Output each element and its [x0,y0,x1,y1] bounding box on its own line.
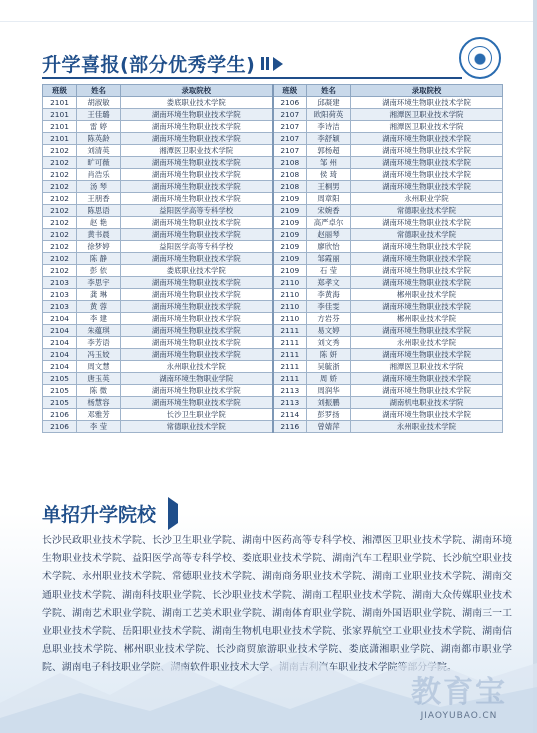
school-cell: 湖南环境生物职业技术学院 [121,385,273,397]
name-cell: 郭杨超 [307,145,351,157]
class-cell: 2101 [43,109,77,121]
name-cell: 高严卓尔 [307,217,351,229]
name-cell: 邹 州 [307,157,351,169]
name-cell: 邓雅芳 [77,409,121,421]
class-cell: 2102 [43,265,77,277]
name-cell: 王朋香 [77,193,121,205]
table-row [43,157,503,169]
college-list-paragraph: 长沙民政职业技术学院、长沙卫生职业学院、湖南中医药高等专科学校、湘潭医卫职业技术学院、湖南环境生物职业技术学院、益阳医学高等专科学校、娄底职业技术学院、湖南汽车工程职业学院、长沙航空职业技术学院、永州职业技术学院、常德职业技术学院、湖南商务职业技术学院、湖南工业职业技术学院、湖南交通职业技术学院、湖南科技职业学院、长沙职业技术学院、湖南工程职业技术学院、湖南大众传媒职业技术学院、湖南艺术职业学院、湖南工艺美术职业学院、湖南体育职业学院、湖南外国语职业学院、湖南三一工业职业技术学院、岳阳职业技术学院、湖南生物机电职业技术学院、张家界航空工业职业技术学院、湖南信息职业技术学院、郴州职业技术学院、长沙商贸旅游职业技术学院、娄底潇湘职业学院、湖南都市职业学院、湖南电子科技职业学院、湖南软件职业技术大学、湖南吉利汽车职业技术学院等部分学院。 [42,535,512,674]
class-cell: 2102 [43,169,77,181]
school-cell: 湖南环境生物职业技术学院 [121,397,273,409]
school-cell: 益阳医学高等专科学校 [121,205,273,217]
name-cell: 陈思语 [77,205,121,217]
class-cell: 2101 [43,133,77,145]
name-cell: 彭 依 [77,265,121,277]
table-row [43,409,503,421]
school-logo [459,37,501,79]
school-cell: 湖南环境生物职业技术学院 [121,325,273,337]
header-school: 录取院校 [121,85,273,97]
school-cell: 永州职业技术学院 [121,361,273,373]
school-cell: 湖南环境生物职业技术学院 [351,97,503,109]
class-cell: 2109 [273,253,307,265]
watermark-url: JIAOYUBAO.CN [420,711,498,721]
class-cell: 2108 [273,157,307,169]
school-cell: 湖南环境生物职业技术学院 [121,229,273,241]
name-cell: 周润华 [307,385,351,397]
name-cell: 廖欣怡 [307,241,351,253]
name-cell: 刘振鹏 [307,397,351,409]
class-cell: 2111 [273,337,307,349]
table-row [43,121,503,133]
header-name: 姓名 [307,85,351,97]
name-cell: 徐梦婷 [77,241,121,253]
name-cell: 李 莹 [77,421,121,433]
table-row [43,385,503,397]
school-cell: 湖南环境生物职业学院 [121,373,273,385]
class-cell: 2103 [43,289,77,301]
school-cell: 娄底职业技术学院 [121,265,273,277]
class-cell: 2110 [273,277,307,289]
name-cell: 李诗洁 [307,121,351,133]
class-cell: 2109 [273,193,307,205]
table-row [43,289,503,301]
class-cell: 2110 [273,289,307,301]
table-row [43,265,503,277]
name-cell: 冯玉姣 [77,349,121,361]
school-cell: 湖南环境生物职业技术学院 [351,349,503,361]
header-class: 班级 [43,85,77,97]
table-row [43,109,503,121]
table-row [43,421,503,433]
school-cell: 永州职业技术学院 [351,337,503,349]
header-name: 姓名 [77,85,121,97]
class-cell: 2103 [43,301,77,313]
class-cell: 2106 [43,409,77,421]
name-cell: 曾婧萍 [307,421,351,433]
name-cell: 石 莹 [307,265,351,277]
section-title-admissions [42,50,283,77]
name-cell: 彭罗扬 [307,409,351,421]
school-cell: 郴州职业技术学院 [351,313,503,325]
watermark-logo-text: 教育宝 [411,675,507,710]
class-cell: 2116 [273,421,307,433]
name-cell: 王桐男 [307,181,351,193]
name-cell: 赵丽琴 [307,229,351,241]
name-cell: 易文婷 [307,325,351,337]
name-cell: 方岩芬 [307,313,351,325]
school-cell: 湖南环境生物职业技术学院 [121,109,273,121]
class-cell: 2109 [273,265,307,277]
school-cell: 湖南环境生物职业技术学院 [121,313,273,325]
name-cell: 陈英龄 [77,133,121,145]
table-row [43,133,503,145]
class-cell: 2106 [273,97,307,109]
name-cell: 杨慧容 [77,397,121,409]
school-cell: 湖南环境生物职业技术学院 [121,157,273,169]
table-row [43,253,503,265]
table-row [43,169,503,181]
class-cell: 2104 [43,337,77,349]
class-cell: 2111 [273,349,307,361]
class-cell: 2104 [43,349,77,361]
school-cell: 湖南环境生物职业技术学院 [121,277,273,289]
class-cell: 2113 [273,397,307,409]
class-cell: 2107 [273,145,307,157]
class-cell: 2108 [273,181,307,193]
name-cell: 胡淑敏 [77,97,121,109]
school-cell: 湖南环境生物职业技术学院 [121,253,273,265]
class-cell: 2110 [273,301,307,313]
school-cell: 湖南环境生物职业技术学院 [351,169,503,181]
table-row [43,313,503,325]
class-cell: 2102 [43,229,77,241]
table-row [43,217,503,229]
top-margin [0,0,537,22]
header-class: 班级 [273,85,307,97]
header-school: 录取院校 [351,85,503,97]
name-cell: 李思宇 [77,277,121,289]
table-row [43,301,503,313]
name-cell: 李 建 [77,313,121,325]
class-cell: 2110 [273,313,307,325]
class-cell: 2102 [43,253,77,265]
school-cell: 湖南环境生物职业技术学院 [351,217,503,229]
school-cell: 湖南环境生物职业技术学院 [351,325,503,337]
name-cell: 汤 琴 [77,181,121,193]
name-cell: 黄 蓉 [77,301,121,313]
class-cell: 2107 [273,121,307,133]
name-cell: 唐玉英 [77,373,121,385]
section-title-text: 升学喜报(部分优秀学生) [42,54,256,76]
title-underline [42,77,462,79]
name-cell: 周章阳 [307,193,351,205]
school-cell: 湖南环境生物职业技术学院 [121,337,273,349]
school-cell: 湖南环境生物职业技术学院 [121,349,273,361]
section-title-text: 单招升学院校 [42,504,157,526]
name-cell: 宋婉香 [307,205,351,217]
name-cell: 朱蕴琪 [77,325,121,337]
table-row [43,97,503,109]
school-cell: 湖南环境生物职业技术学院 [351,301,503,313]
table-row [43,241,503,253]
table-row [43,145,503,157]
table-row [43,397,503,409]
table-row [43,229,503,241]
school-cell: 湘潭医卫职业技术学院 [351,109,503,121]
class-cell: 2105 [43,373,77,385]
class-cell: 2104 [43,325,77,337]
table-row [43,361,503,373]
class-cell: 2102 [43,193,77,205]
school-cell: 益阳医学高等专科学校 [121,241,273,253]
class-cell: 2102 [43,145,77,157]
table-row [43,349,503,361]
school-cell: 湖南环境生物职业技术学院 [351,373,503,385]
class-cell: 2109 [273,217,307,229]
school-cell: 常德职业技术学院 [121,421,273,433]
school-cell: 湖南环境生物职业技术学院 [121,193,273,205]
class-cell: 2105 [43,397,77,409]
school-cell: 湖南环境生物职业技术学院 [351,181,503,193]
table-row [43,193,503,205]
name-cell: 李佳雯 [307,301,351,313]
section-title-colleges [42,500,178,527]
school-cell: 湖南环境生物职业技术学院 [121,217,273,229]
name-cell: 黄书晨 [77,229,121,241]
name-cell: 侯 琦 [307,169,351,181]
name-cell: 刘文秀 [307,337,351,349]
school-cell: 常德职业技术学院 [351,205,503,217]
class-cell: 2102 [43,157,77,169]
school-cell: 湖南环境生物职业技术学院 [351,409,503,421]
class-cell: 2103 [43,277,77,289]
name-cell: 旷可薇 [77,157,121,169]
class-cell: 2101 [43,121,77,133]
name-cell: 周文慧 [77,361,121,373]
watermark [411,667,507,721]
school-cell: 长沙卫生职业学院 [121,409,273,421]
class-cell: 2107 [273,133,307,145]
school-cell: 湖南环境生物职业技术学院 [351,157,503,169]
table-header-row [43,85,503,97]
class-cell: 2113 [273,385,307,397]
school-cell: 湖南环境生物职业技术学院 [351,385,503,397]
school-cell: 湖南环境生物职业技术学院 [351,241,503,253]
name-cell: 欧阳荷英 [307,109,351,121]
name-cell: 赵 艳 [77,217,121,229]
class-cell: 2111 [273,325,307,337]
school-cell: 湖南环境生物职业技术学院 [351,145,503,157]
school-cell: 湘潭医卫职业技术学院 [351,121,503,133]
name-cell: 肖浩乐 [77,169,121,181]
class-cell: 2107 [273,109,307,121]
class-cell: 2105 [43,385,77,397]
name-cell: 李舒颖 [307,133,351,145]
school-cell: 湖南机电职业技术学院 [351,397,503,409]
name-cell: 刘清英 [77,145,121,157]
class-cell: 2109 [273,241,307,253]
table-row [43,205,503,217]
school-cell: 湖南环境生物职业技术学院 [121,301,273,313]
class-cell: 2102 [43,241,77,253]
name-cell: 龚 琳 [77,289,121,301]
class-cell: 2101 [43,97,77,109]
class-cell: 2104 [43,361,77,373]
class-cell: 2102 [43,181,77,193]
class-cell: 2111 [273,373,307,385]
name-cell: 周 娇 [307,373,351,385]
school-cell: 湖南环境生物职业技术学院 [351,277,503,289]
name-cell: 郑孝文 [307,277,351,289]
class-cell: 2114 [273,409,307,421]
class-cell: 2108 [273,169,307,181]
school-cell: 湘潭医卫职业技术学院 [351,361,503,373]
name-cell: 陈 妍 [307,349,351,361]
admission-table [42,84,503,433]
name-cell: 邹霞丽 [307,253,351,265]
table-row [43,277,503,289]
name-cell: 李黄海 [307,289,351,301]
table-row [43,373,503,385]
name-cell: 雷 婷 [77,121,121,133]
school-cell: 郴州职业技术学院 [351,289,503,301]
class-cell: 2104 [43,313,77,325]
name-cell: 邱凝建 [307,97,351,109]
school-cell: 湖南环境生物职业技术学院 [121,169,273,181]
school-cell: 湖南环境生物职业技术学院 [351,265,503,277]
school-cell: 常德职业技术学院 [351,229,503,241]
school-cell: 湖南环境生物职业技术学院 [351,133,503,145]
arrow-icon [162,504,178,523]
arrow-icon [261,57,283,71]
school-cell: 湖南环境生物职业技术学院 [121,181,273,193]
class-cell: 2102 [43,205,77,217]
table-row [43,181,503,193]
table-row [43,325,503,337]
school-cell: 湖南环境生物职业技术学院 [351,253,503,265]
school-cell: 永州职业技术学院 [351,421,503,433]
class-cell: 2106 [43,421,77,433]
school-cell: 娄底职业技术学院 [121,97,273,109]
name-cell: 陈 静 [77,253,121,265]
table-row [43,337,503,349]
school-cell: 湖南环境生物职业技术学院 [121,121,273,133]
name-cell: 王佳璐 [77,109,121,121]
school-cell: 湘潭医卫职业技术学院 [121,145,273,157]
class-cell: 2102 [43,217,77,229]
school-cell: 湖南环境生物职业技术学院 [121,289,273,301]
class-cell: 2111 [273,361,307,373]
name-cell: 李芳语 [77,337,121,349]
name-cell: 吴毓浙 [307,361,351,373]
name-cell: 陈 微 [77,385,121,397]
school-cell: 永州职业学院 [351,193,503,205]
class-cell: 2109 [273,229,307,241]
school-cell: 湖南环境生物职业技术学院 [121,133,273,145]
class-cell: 2109 [273,205,307,217]
